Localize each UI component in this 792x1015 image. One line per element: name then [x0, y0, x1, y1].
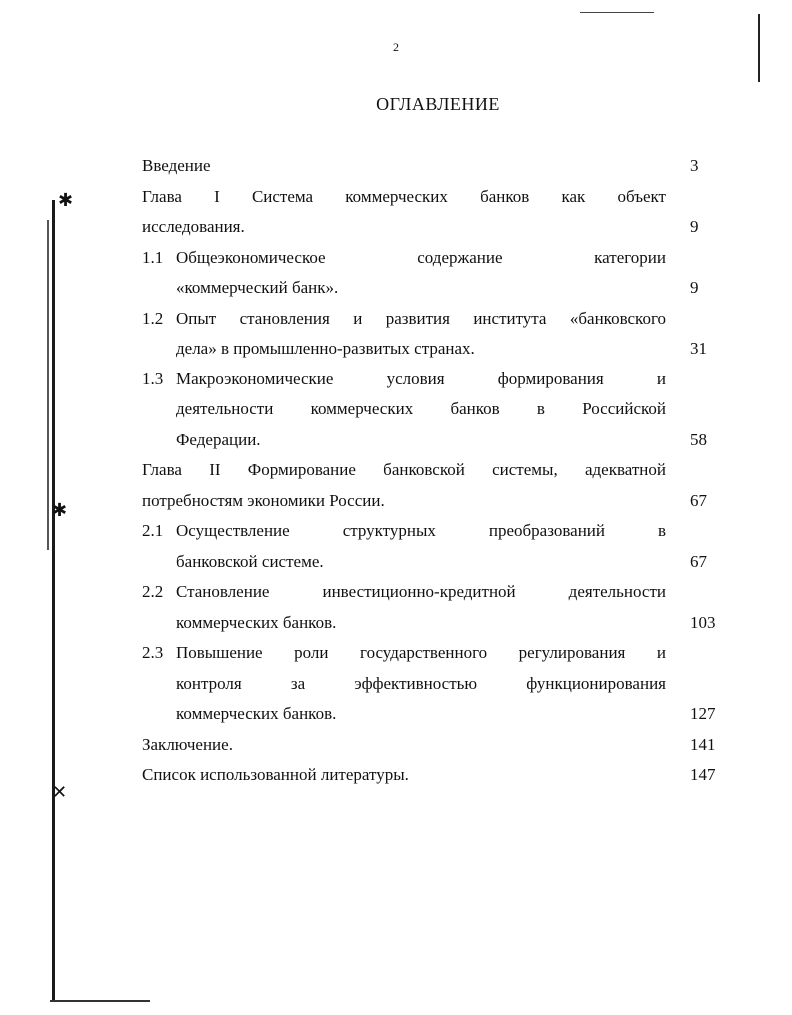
page-title: ОГЛАВЛЕНИЕ — [376, 94, 500, 114]
toc-entry-page: 31 — [690, 339, 707, 358]
toc-entry-text: Глава I Система коммерческих банков как объект — [142, 187, 666, 206]
toc-entry-text: потребностям экономики России. — [142, 491, 385, 510]
toc-entry-page: 141 — [690, 735, 716, 754]
toc-entry-page: 3 — [690, 156, 699, 175]
toc-entry-text: Список использованной литературы. — [142, 765, 409, 784]
toc-entry-text: коммерческих банков. — [176, 704, 337, 723]
toc-entry-page: 147 — [690, 765, 716, 784]
toc-entry-number: 2.3 — [142, 643, 164, 662]
toc-entry-number: 2.2 — [142, 582, 164, 601]
scan-artifact-blot: ✕ — [52, 782, 68, 802]
toc-entry-text: Общеэкономическое содержание категории — [176, 248, 666, 267]
toc-entry-number: 1.1 — [142, 248, 164, 267]
toc-entry-text: дела» в промышленно-развитых странах. — [176, 339, 475, 358]
toc-entry-text: Федерации. — [176, 430, 261, 449]
toc-entry-number: 2.1 — [142, 521, 164, 540]
toc-entry-text: контроля за эффективностью функционирования — [176, 674, 666, 693]
toc-entry-page: 67 — [690, 552, 707, 571]
toc-entry-text: деятельности коммерческих банков в Российской — [176, 399, 666, 418]
toc-entry-number: 1.3 — [142, 369, 164, 388]
scan-artifact-left-bar — [52, 200, 55, 1000]
toc-entry-text: Повышение роли государственного регулирования и — [176, 643, 666, 662]
toc-entry-page: 103 — [690, 613, 716, 632]
toc-entry-number: 1.2 — [142, 309, 164, 328]
scan-artifact-top-line — [580, 12, 654, 13]
scan-artifact-bottom-line — [50, 1000, 150, 1002]
toc-entry-page: 9 — [690, 217, 699, 236]
scan-artifact-blot: ✱ — [52, 500, 68, 520]
toc-entry-text: Макроэкономические условия формирования и — [176, 369, 666, 388]
toc-entry-text: Осуществление структурных преобразований в — [176, 521, 666, 540]
page-number: 2 — [393, 40, 399, 54]
toc-entry-text: исследования. — [142, 217, 245, 236]
toc-entry-text: Глава II Формирование банковской системы, адекватной — [142, 460, 666, 479]
toc-entry-text: Заключение. — [142, 735, 233, 754]
toc-entry-text: коммерческих банков. — [176, 613, 337, 632]
toc-entry-text: Становление инвестиционно-кредитной деятельности — [176, 582, 666, 601]
toc-entry-page: 9 — [690, 278, 699, 297]
toc-entry-page: 127 — [690, 704, 716, 723]
toc-entry-page: 58 — [690, 430, 707, 449]
scan-artifact-left-bar-2 — [47, 220, 49, 550]
toc-entry-page: 67 — [690, 491, 707, 510]
toc-entry-text: «коммерческий банк». — [176, 278, 339, 297]
toc-entry-text: банковской системе. — [176, 552, 324, 571]
scan-artifact-blot: ✱ — [58, 190, 74, 210]
toc-entry-text: Введение — [142, 156, 211, 175]
toc-entry-text: Опыт становления и развития института «банковского — [176, 309, 666, 328]
